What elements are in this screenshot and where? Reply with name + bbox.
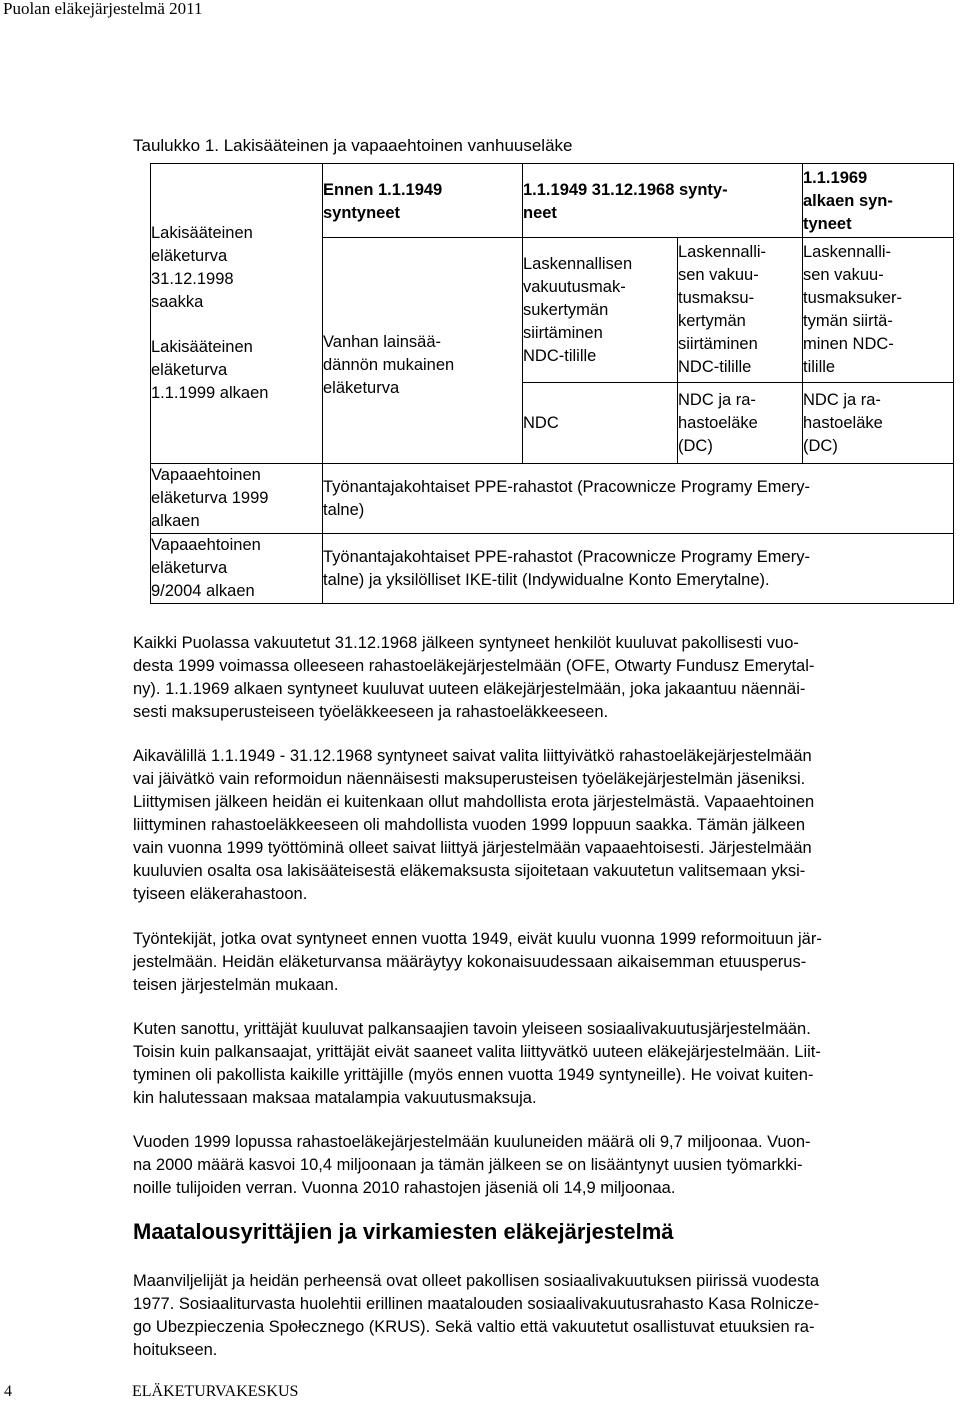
section-heading: Maatalousyrittäjien ja virkamiesten eläkejärjestelmä <box>133 1219 674 1244</box>
cell-line: hastoeläke <box>803 413 883 432</box>
cell-line: tusmaksu- <box>678 289 755 307</box>
text-line: Maanviljelijät ja heidän perheensä ovat olleet pakollisen sosiaalivakuutuksen piirissä vuodesta <box>133 1272 820 1290</box>
cell-line: Ennen 1.1.1949 <box>323 181 443 199</box>
cell-line: neet <box>523 204 557 222</box>
cell-line: Vanhan lainsää- <box>323 333 442 351</box>
cell-line: Vapaaehtoinen <box>151 466 261 484</box>
cell-line: alkaen <box>151 512 200 530</box>
cell-line: dännön mukainen <box>323 356 455 374</box>
text-line: noille tulijoiden verran. Vuonna 2010 rahastojen jäseniä oli 14,9 miljoonaa. <box>133 1179 676 1197</box>
cell-mid-transfer <box>523 238 678 383</box>
paragraph-1 <box>133 632 953 724</box>
cell-new-transfer <box>803 238 954 383</box>
cell-line: tyneet <box>803 215 852 233</box>
cell-line: siirtäminen <box>678 335 758 353</box>
text-line: teisen järjestelmän mukaan. <box>133 976 339 994</box>
cell-line: eläketurva <box>151 559 228 577</box>
text-line: kin halutessaan maksaa matalampia vakuutusmaksuja. <box>133 1089 537 1107</box>
cell-line: siirtäminen <box>523 323 603 342</box>
text-line: Kaikki Puolassa vakuutetut 31.12.1968 jälkeen syntyneet henkilöt kuuluvat pakollisesti vuo- <box>133 634 799 652</box>
text-line: jestelmään. Heidän eläketurvansa määräytyy kokonaisuudessaan aikaisemman etuusperus- <box>133 953 807 971</box>
cell-line: NDC <box>523 413 559 432</box>
text-line: tyiseen eläkerahastoon. <box>133 885 308 903</box>
footer <box>4 1383 299 1401</box>
cell-line: eläketurva 1999 <box>151 489 269 507</box>
cell-line: eläketurva <box>323 379 400 397</box>
cell-line: Lakisääteinen <box>151 224 253 242</box>
col-head-from-1969 <box>803 164 954 238</box>
cell-line: NDC-tilille <box>678 358 752 376</box>
row-head-mandatory <box>151 164 323 464</box>
publisher: ELÄKETURVAKESKUS <box>132 1383 299 1400</box>
row-head-mandatory-b <box>151 336 322 405</box>
cell-line: Lakisääteinen <box>151 338 253 356</box>
cell-line: 1.1.1969 <box>803 169 868 187</box>
cell-line: Laskennalli- <box>803 243 892 261</box>
paragraph-5 <box>133 1131 953 1200</box>
cell-line: NDC ja ra- <box>678 390 756 409</box>
cell-line: talne) ja yksilölliset IKE-tilit (Indywidualne Konto Emerytalne). <box>323 570 770 589</box>
pension-table <box>150 163 954 604</box>
paragraph-3 <box>133 928 953 997</box>
cell-line: tilille <box>803 358 836 376</box>
text-line: kuuluvien osalta osa lakisääteisestä eläkemaksusta sijoitetaan vakuutetun valitsemaan yksi- <box>133 862 806 880</box>
cell-line: syntyneet <box>323 204 401 222</box>
text-line: liittyminen rahastoeläkkeeseen oli mahdollista vuoden 1999 loppuun saakka. Tämän jälkeen <box>133 816 806 834</box>
text-line: sesti maksuperusteiseen työeläkkeeseen ja rahastoeläkkeeseen. <box>133 703 609 721</box>
cell-line: Vapaaehtoinen <box>151 536 261 554</box>
text-line: vain vuonna 1999 työttöminä olleet saivat liittyä järjestelmään vapaaehtoisesti. Järjestelmään <box>133 839 812 857</box>
cell-line: Laskennalli- <box>678 243 767 261</box>
row-head-voluntary-b <box>151 534 323 604</box>
text-line: Aikavälillä 1.1.1949 - 31.12.1968 syntyneet saivat valita liittyivätkö rahastoeläkejärjestelmään <box>133 747 812 765</box>
cell-line: saakka <box>151 293 204 311</box>
section-paragraph <box>133 1270 953 1362</box>
cell-line: Työnantajakohtaiset PPE-rahastot (Pracownicze Programy Emery- <box>323 477 810 496</box>
cell-line: tymän siirtä- <box>803 312 893 330</box>
text-line: go Ubezpieczenia Społecznego (KRUS). Sekä valtio että vakuutetut osallistuvat etuuksien ra- <box>133 1318 815 1336</box>
cell-line: sen vakuu- <box>803 266 884 284</box>
text-line: tyminen oli pakollista kaikille yrittäjille (myös ennen vuotta 1949 syntyneille). He voivat kuiten- <box>133 1066 814 1084</box>
text-line: hoitukseen. <box>133 1341 218 1359</box>
cell-line: 1.1.1999 alkaen <box>151 384 269 402</box>
cell-line: alkaen syn- <box>803 192 893 210</box>
cell-line: (DC) <box>803 436 838 455</box>
cell-line: kertymän <box>678 312 746 330</box>
page-number: 4 <box>4 1383 12 1400</box>
text-line: na 2000 määrä kasvoi 10,4 miljoonaan ja tämän jälkeen se on lisääntynyt uusien työmarkki- <box>133 1156 803 1174</box>
cell-line: Laskennallisen <box>523 254 633 273</box>
text-line: Kuten sanottu, yrittäjät kuuluvat palkansaajien tavoin yleiseen sosiaalivakuutusjärjestelmään. <box>133 1020 811 1038</box>
cell-line: 1.1.1949 31.12.1968 synty- <box>523 181 728 199</box>
cell-mid-ndc <box>523 383 678 464</box>
cell-line: eläketurva <box>151 247 228 265</box>
cell-mid-transfer-2 <box>678 238 803 383</box>
cell-line: 9/2004 alkaen <box>151 582 255 600</box>
col-head-before-1949 <box>323 164 523 238</box>
running-header: Puolan eläkejärjestelmä 2011 <box>3 0 203 18</box>
text-line: Toisin kuin palkansaajat, yrittäjät eivät saaneet valita liittyvätkö uuteen eläkejärjestelmään. Liit- <box>133 1043 821 1061</box>
cell-mid-ndc-dc <box>678 383 803 464</box>
text-line: ny). 1.1.1969 alkaen syntyneet kuuluvat uuteen eläkejärjestelmään, joka jakaantuu näennäi- <box>133 680 806 698</box>
cell-line: vakuutusmak- <box>523 277 626 296</box>
cell-line: Työnantajakohtaiset PPE-rahastot (Pracownicze Programy Emery- <box>323 547 810 566</box>
cell-ppe <box>323 464 954 534</box>
cell-ppe-ike <box>323 534 954 604</box>
cell-line: eläketurva <box>151 361 228 379</box>
paragraph-2 <box>133 745 953 906</box>
row-head-voluntary-a <box>151 464 323 534</box>
text-line: Vuoden 1999 lopussa rahastoeläkejärjestelmään kuuluneiden määrä oli 9,7 miljoonaa. Vuon- <box>133 1133 811 1151</box>
text-line: 1977. Sosiaaliturvasta huolehtii erillinen maatalouden sosiaalivakuutusrahasto Kasa Rolnicze- <box>133 1295 820 1313</box>
cell-old-system <box>323 238 523 464</box>
row-head-mandatory-a <box>151 222 322 314</box>
cell-line: talne) <box>323 500 365 519</box>
cell-line: sen vakuu- <box>678 266 759 284</box>
text-line: Työntekijät, jotka ovat syntyneet ennen vuotta 1949, eivät kuulu vuonna 1999 reformoituun jär- <box>133 930 822 948</box>
cell-line: sukertymän <box>523 300 609 319</box>
text-line: vai jäivätkö vain reformoidun näennäisesti maksuperusteisen työeläkejärjestelmän jäseniksi. <box>133 770 806 788</box>
table-caption: Taulukko 1. Lakisääteinen ja vapaaehtoinen vanhuuseläke <box>133 136 573 155</box>
text-line: Liittymisen jälkeen heidän ei kuitenkaan ollut mahdollista erota järjestelmästä. Vapaaehtoinen <box>133 793 815 811</box>
cell-line: tusmaksuker- <box>803 289 903 307</box>
cell-line: 31.12.1998 <box>151 270 234 288</box>
cell-line: minen NDC- <box>803 335 894 353</box>
cell-line: NDC-tilille <box>523 346 597 365</box>
cell-line: hastoeläke <box>678 413 758 432</box>
cell-new-ndc-dc <box>803 383 954 464</box>
cell-line: NDC ja ra- <box>803 390 881 409</box>
paragraph-4 <box>133 1018 953 1110</box>
cell-line: (DC) <box>678 436 713 455</box>
text-line: desta 1999 voimassa olleeseen rahastoeläkejärjestelmään (OFE, Otwarty Fundusz Emerytal- <box>133 657 815 675</box>
col-head-1949-1968 <box>523 164 803 238</box>
